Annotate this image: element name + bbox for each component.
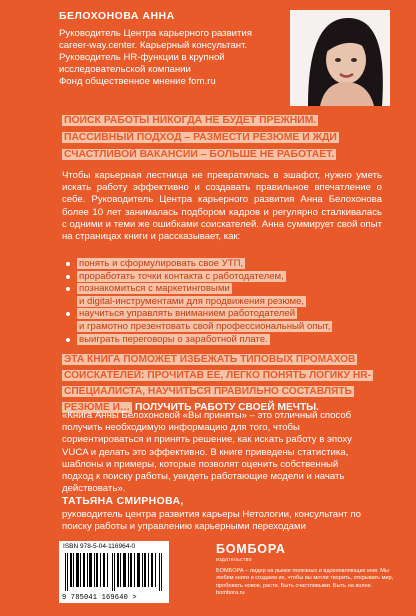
author-bio-line: исследовательской компании	[59, 64, 191, 75]
author-portrait-image	[290, 10, 390, 106]
bullet-icon	[66, 262, 70, 266]
promo-plain: ПОЛУЧИТЬ РАБОТУ СВОЕЙ МЕЧТЫ.	[132, 402, 319, 413]
publisher-subtitle: издательство	[216, 557, 252, 563]
headline	[62, 112, 382, 163]
bullet-icon	[66, 275, 70, 279]
reviewer-block	[62, 496, 382, 533]
list-item: проработать точки контакта с работодателем,	[62, 271, 382, 284]
publisher-description	[216, 568, 396, 597]
publisher-text: БОМБОРА – лидер на рынке полезных и вдохновляющих книг. Мы любим книги и создаем их, чтобы вы могли творить, открывать мир, пробовать новое, расти. Быть счастливыми. Быть на волне.	[216, 568, 394, 589]
author-bio-line: Фонд общественное мнение fom.ru	[59, 76, 216, 87]
list-item: научиться управлять вниманием работодателей	[62, 308, 382, 321]
promo-highlighted: ЭТА КНИГА ПОМОЖЕТ ИЗБЕЖАТЬ ТИПОВЫХ ПРОМАХОВ СОИСКАТЕЛЕЙ: ПРОЧИТАВ ЕЕ, ЛЕГКО ПОНЯТЬ ЛОГИКУ HR-СПЕЦИАЛИСТА, НАУЧИТЬСЯ ПРАВИЛЬНО СОСТАВЛЯТЬ РЕЗЮМЕ И…	[64, 354, 371, 413]
isbn-label: ISBN 978-5-04-116964-0	[63, 543, 136, 550]
promo-statement	[62, 352, 382, 416]
isbn-barcode	[59, 541, 169, 603]
bullet-icon	[66, 312, 70, 316]
list-item: выиграть переговоры о заработной плате.	[62, 334, 382, 347]
author-bio-line: Руководитель HR-функции в крупной	[59, 52, 225, 63]
author-bio	[59, 28, 284, 88]
review-quote: «Книга Анны Белохоновой «Вы приняты» – это отличный способ получить необходимую информацию для того, чтобы сориентироваться и принять решение, как искать работу в эпоху VUCA и делать это эффективно. В книге приведены статистика, шаблоны и примеры, которые позволят оценить собственный подход к поиску работы, увидеть работающие модели и начать действовать».	[62, 410, 352, 495]
author-bio-line: Руководитель Центра карьерного развития	[59, 28, 252, 39]
benefits-list	[62, 258, 382, 346]
intro-paragraph: Чтобы карьерная лестница не превратилась в эшафот, нужно уметь искать работу эффективно и создавать правильное впечатление о себе. Руководитель Центра карьерного развития Анна Белохонова более 10 лет занималась подбором кадров и регулярно сталкивалась с одними и теми же ошибками соискателей. Анна суммирует свой опыт на страницах книги и рассказывает, как:	[62, 170, 382, 243]
barcode-bars-icon	[65, 553, 163, 591]
author-photo	[290, 10, 390, 106]
list-item: познакомиться с маркетинговыми	[62, 283, 382, 296]
list-item: понять и сформулировать свое УТП,	[62, 258, 382, 271]
barcode-digits: 9 785041 169640 >	[62, 594, 137, 602]
headline-text: ПОИСК РАБОТЫ НИКОГДА НЕ БУДЕТ ПРЕЖНИМ. ПАССИВНЫЙ ПОДХОД – РАЗМЕСТИ РЕЗЮМЕ И ЖДИ СЧАСТЛИВОЙ ВАКАНСИИ – БОЛЬШЕ НЕ РАБОТАЕТ.	[64, 115, 337, 160]
bullet-icon	[66, 287, 70, 291]
author-block	[59, 10, 284, 88]
publisher-link[interactable]: bombora.ru	[216, 589, 245, 596]
list-item-continuation: и грамотно презентовать свой профессиональный опыт,	[79, 320, 331, 332]
publisher-logo: БОМБОРА	[216, 542, 286, 556]
bullet-icon	[66, 338, 70, 342]
author-name: БЕЛОХОНОВА АННА	[59, 10, 175, 22]
list-item-continuation: и digital-инструментами для продвижения резюме,	[79, 295, 305, 307]
author-bio-line: career-way.center. Карьерный консультант.	[59, 40, 248, 51]
reviewer-name: ТАТЬЯНА СМИРНОВА,	[62, 496, 184, 507]
reviewer-bio: руководитель центра развития карьеры Нетологии, консультант по поиску работы и управлению карьерными переходами	[62, 509, 362, 532]
